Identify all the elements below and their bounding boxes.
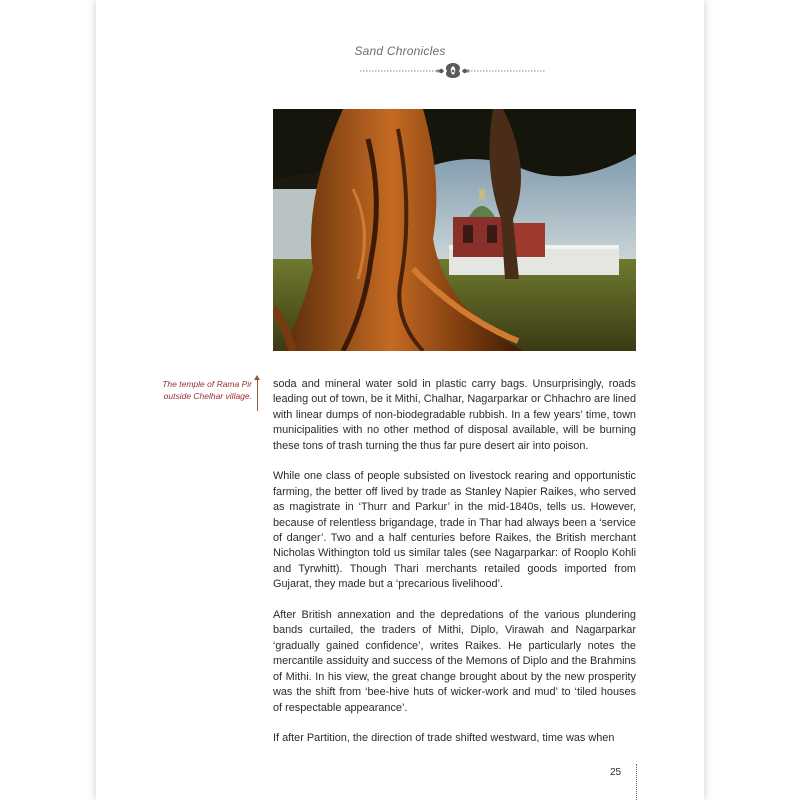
body-text [273, 377, 636, 762]
paragraph: After British annexation and the depredations of the various plundering bands curtailed, the traders of Mithi, Diplo, Virawah and Nagarparkar ‘gradually gained confidence’, writes Raikes. He particularly notes the mercantile assiduity and success of the Memons of Diplo and the Brahmins of Mithi. In his view, the great change brought about by the new prosperity was the shift from ‘bee-hive huts of wicker-work and mud’ to ‘tiled houses of respectable appearance’. [273, 609, 636, 714]
paragraph: If after Partition, the direction of trade shifted westward, time was when [273, 732, 615, 745]
header-ornament-icon [358, 61, 548, 79]
running-title: Sand Chronicles [354, 44, 446, 58]
page-number: 25 [610, 767, 622, 778]
figure-caption: The temple of Rama Pir outside Chelhar village. [162, 379, 252, 401]
folio-divider [636, 764, 637, 800]
paragraph: While one class of people subsisted on livestock rearing and opportunistic farming, the better off lived by trade as Stanley Napier Raikes, who served as magistrate in ‘Thurr and Parkur’ in the mid-1840s, tells us. However, because of relentless brigandage, trade in Thar had always been a ‘service of danger’. Two and a half centuries before Raikes, the British merchant Nicholas Withington told us similar tales (see Nagarparkar: of Rooplo Kohli and Tyrwhitt). Though Thari merchants retailed goods imported from Gujarat, they made but a ‘precarious livelihood’. [273, 470, 636, 591]
temple-photo [273, 109, 636, 351]
paragraph: soda and mineral water sold in plastic carry bags. Unsurprisingly, roads leading out of town, be it Mithi, Chalhar, Nagarparkar or Chhachro are lined with linear dumps of non-biodegradable rubbish. In a few years’ time, town municipalities with no other method of disposal available, will be burning these tons of trash turning the thus far pure desert air into poison. [273, 378, 636, 452]
caption-pointer-icon [257, 377, 258, 411]
